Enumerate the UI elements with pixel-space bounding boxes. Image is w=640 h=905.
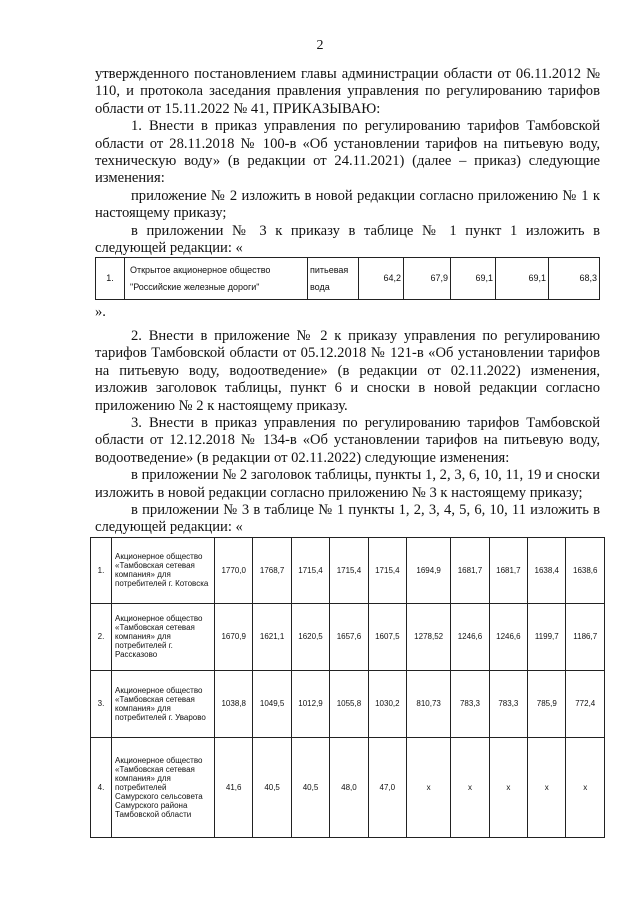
tariff-value: 40,5 <box>291 737 329 837</box>
tariff-value: х <box>528 737 566 837</box>
page-number: 2 <box>316 38 324 53</box>
tariff-value: 41,6 <box>215 737 253 837</box>
tariff-value: 69,1 <box>496 258 549 300</box>
tariff-value: х <box>407 737 451 837</box>
tariff-value: 1768,7 <box>253 537 291 603</box>
tariff-value: 1246,6 <box>489 603 527 670</box>
table-row <box>91 603 605 670</box>
tariff-value: 1030,2 <box>368 670 406 737</box>
paragraph-appendix-3: в приложении № 3 к приказу в таблице № 1 пункт 1 изложить в следующей редакции: « <box>95 222 600 257</box>
tariff-value: 1620,5 <box>291 603 329 670</box>
tariff-value: х <box>566 737 605 837</box>
tariff-value: 1715,4 <box>368 537 406 603</box>
organization-name: Открытое акционерное общество "Российские железные дороги" <box>125 258 308 300</box>
tariff-value: 783,3 <box>451 670 489 737</box>
tariff-value: х <box>489 737 527 837</box>
document-body <box>95 66 600 838</box>
tariff-value: 48,0 <box>330 737 368 837</box>
organization-name: Акционерное общество «Тамбовская сетевая компания» для потребителей г. Котовска <box>112 537 215 603</box>
paragraph-item-2: 2. Внести в приложение № 2 к приказу управления по регулированию тарифов Тамбовской области от 05.12.2018 № 121-в «Об установлении тарифов на питьевую воду, водоотведение» (в редакции от 02.11.2022) изменения, изложив заголовок таблицы, пункт 6 и сноски в новой редакции согласно приложению № 2 к настоящему приказу. <box>95 327 600 414</box>
table-row <box>91 737 605 837</box>
paragraph-appendix-2: приложение № 2 изложить в новой редакции согласно приложению № 1 к настоящему приказу; <box>95 187 600 222</box>
tariff-value: 1199,7 <box>528 603 566 670</box>
paragraph-item-1: 1. Внести в приказ управления по регулированию тарифов Тамбовской области от 28.11.2018 № 100-в «Об установлении тарифов на питьевую воду, техническую воду» (в редакции от 24.11.2021) (далее – приказ) следующие изменения: <box>95 118 600 187</box>
paragraph-item-3: 3. Внести в приказ управления по регулированию тарифов Тамбовской области от 12.12.2018 № 134-в «Об установлении тарифов на питьевую воду, водоотведение» (в редакции от 02.11.2022) следующие изменения: <box>95 414 600 466</box>
tariff-value: 1770,0 <box>215 537 253 603</box>
closing-quote: ». <box>95 304 106 321</box>
organization-name: Акционерное общество «Тамбовская сетевая компания» для потребителей г. Рассказово <box>112 603 215 670</box>
tariff-value: х <box>451 737 489 837</box>
table-row <box>96 258 600 300</box>
tariff-value: 1681,7 <box>489 537 527 603</box>
tariff-value: 69,1 <box>451 258 496 300</box>
organization-name: Акционерное общество «Тамбовская сетевая компания» для потребителей Самурского сельсовета Самурского района Тамбовской области <box>112 737 215 837</box>
row-number: 2. <box>91 603 112 670</box>
tariff-value: 68,3 <box>549 258 600 300</box>
tariff-value: 772,4 <box>566 670 605 737</box>
tariff-value: 1681,7 <box>451 537 489 603</box>
tariff-value: 1055,8 <box>330 670 368 737</box>
tariff-value: 1638,4 <box>528 537 566 603</box>
paragraph-item-3-appendix-3: в приложении № 3 в таблице № 1 пункты 1, 2, 3, 4, 5, 6, 10, 11 изложить в следующей редакции: « <box>95 501 600 536</box>
tariff-value: 47,0 <box>368 737 406 837</box>
tariff-value: 1657,6 <box>330 603 368 670</box>
table-row <box>91 670 605 737</box>
tariff-value: 1012,9 <box>291 670 329 737</box>
row-number: 3. <box>91 670 112 737</box>
tariff-value: 1038,8 <box>215 670 253 737</box>
tariff-value: 1670,9 <box>215 603 253 670</box>
row-number: 1. <box>96 258 125 300</box>
tariff-value: 1694,9 <box>407 537 451 603</box>
paragraph-intro: утвержденного постановлением главы администрации области от 06.11.2012 № 110, и протокола заседания правления управления по регулированию тарифов области от 15.11.2022 № 41, ПРИКАЗЫВАЮ: <box>95 66 600 117</box>
tariff-value: 785,9 <box>528 670 566 737</box>
tariff-value: 40,5 <box>253 737 291 837</box>
tariff-value: 1049,5 <box>253 670 291 737</box>
tariff-value: 783,3 <box>489 670 527 737</box>
tariff-table-1 <box>95 257 600 300</box>
tariff-value: 1715,4 <box>291 537 329 603</box>
tariff-value: 1278,52 <box>407 603 451 670</box>
paragraph-item-3-appendix-2: в приложении № 2 заголовок таблицы, пункты 1, 2, 3, 6, 10, 11, 19 и сноски изложить в новой редакции согласно приложению № 3 к настоящему приказу; <box>95 467 600 501</box>
row-number: 1. <box>91 537 112 603</box>
tariff-value: 1638,6 <box>566 537 605 603</box>
tariff-value: 1246,6 <box>451 603 489 670</box>
organization-name: Акционерное общество «Тамбовская сетевая компания» для потребителей г. Уварово <box>112 670 215 737</box>
tariff-value: 67,9 <box>404 258 451 300</box>
row-number: 4. <box>91 737 112 837</box>
tariff-value: 810,73 <box>407 670 451 737</box>
tariff-table-2 <box>90 537 605 838</box>
tariff-value: 1715,4 <box>330 537 368 603</box>
table-row <box>91 537 605 603</box>
tariff-value: 1621,1 <box>253 603 291 670</box>
water-type: питьевая вода <box>308 258 359 300</box>
tariff-value: 1607,5 <box>368 603 406 670</box>
tariff-value: 64,2 <box>359 258 404 300</box>
tariff-value: 1186,7 <box>566 603 605 670</box>
